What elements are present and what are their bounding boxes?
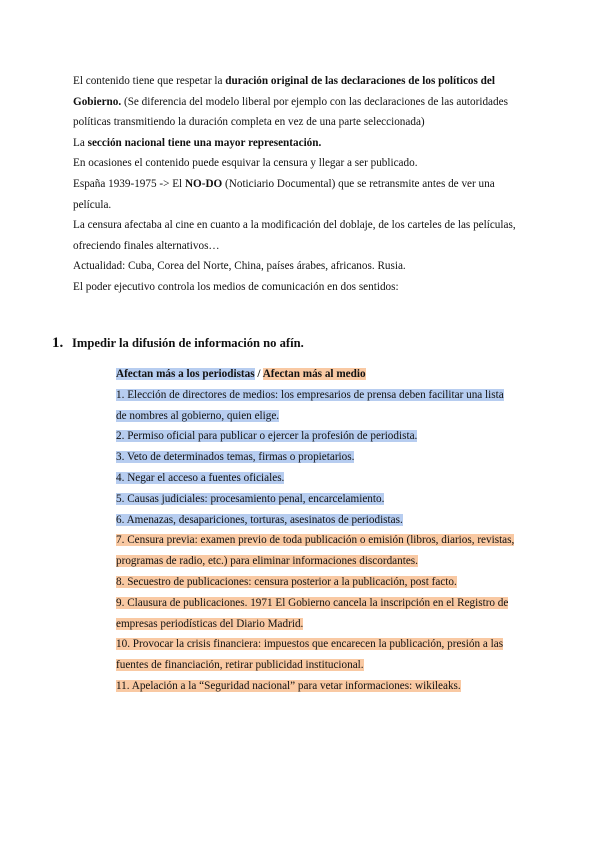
list-item: 11. Apelación a la “Seguridad nacional” para vetar informaciones: wikileaks. xyxy=(116,679,461,692)
legend xyxy=(116,364,516,385)
bold-duration: duración original de las declaraciones de los políticos del Gobierno. xyxy=(73,75,495,108)
section-title: Impedir la difusión de información no afín. xyxy=(72,336,304,350)
paragraph-cinema: La censura afectaba al cine en cuanto a la modificación del doblaje, de los carteles de las películas, ofreciendo finales alternativos… xyxy=(73,219,516,252)
list-item: 9. Clausura de publicaciones. 1971 El Gobierno cancela la inscripción en el Registro de empresas periodísticas del Diario Madrid. xyxy=(116,596,509,630)
list-item: 8. Secuestro de publicaciones: censura posterior a la publicación, post facto. xyxy=(116,575,457,588)
legend-separator: / xyxy=(254,368,263,380)
paragraph-national: La sección nacional tiene una mayor representación. xyxy=(73,136,322,149)
intro-text xyxy=(73,71,523,298)
section-title-row xyxy=(52,335,552,352)
legend-media: Afectan más al medio xyxy=(262,368,366,380)
list-item: 6. Amenazas, desapariciones, torturas, asesinatos de periodistas. xyxy=(116,513,403,526)
list-item: 3. Veto de determinados temas, firmas o propietarios. xyxy=(116,451,355,464)
list-item: 2. Permiso oficial para publicar o ejercer la profesión de periodista. xyxy=(116,430,418,443)
paragraph-current: Actualidad: Cuba, Corea del Norte, China, países árabes, africanos. Rusia. xyxy=(73,260,406,273)
paragraph-nodo: España 1939-1975 -> El NO-DO (Noticiario Documental) que se retransmite antes de ver una película. xyxy=(73,177,495,211)
list-item: 5. Causas judiciales: procesamiento penal, encarcelamiento. xyxy=(116,492,385,505)
paragraph-executive: El poder ejecutivo controla los medios de comunicación en dos sentidos: xyxy=(73,280,399,293)
list-item: 7. Censura previa: examen previo de toda publicación o emisión (libros, diarios, revistas, programas de radio, etc.) para eliminar informaciones discordantes. xyxy=(116,534,515,568)
bold-national: sección nacional tiene una mayor representación. xyxy=(87,136,322,149)
bold-nodo: NO-DO xyxy=(184,177,223,190)
list-item: 4. Negar el acceso a fuentes oficiales. xyxy=(116,471,285,484)
legend-journalists: Afectan más a los periodistas xyxy=(116,368,255,380)
section-number: 1. xyxy=(52,335,64,351)
list-item: 10. Provocar la crisis financiera: impuestos que encarecen la publicación, presión a las fuentes de financiación, retirar publicidad institucional. xyxy=(116,638,504,672)
section-heading xyxy=(52,335,552,352)
list-item: 1. Elección de directores de medios: los empresarios de prensa deben facilitar una lista de nombres al gobierno, quien elige. xyxy=(116,388,504,422)
measures-list xyxy=(116,364,516,697)
paragraph-censorship: En ocasiones el contenido puede esquivar la censura y llegar a ser publicado. xyxy=(73,157,418,170)
paragraph-duration: El contenido tiene que respetar la duración original de las declaraciones de los políticos del Gobierno. (Se diferencia del modelo liberal por ejemplo con las declaraciones de las autoridades políticas transmitiendo la duración completa en vez de una parte seleccionada) xyxy=(73,75,508,129)
